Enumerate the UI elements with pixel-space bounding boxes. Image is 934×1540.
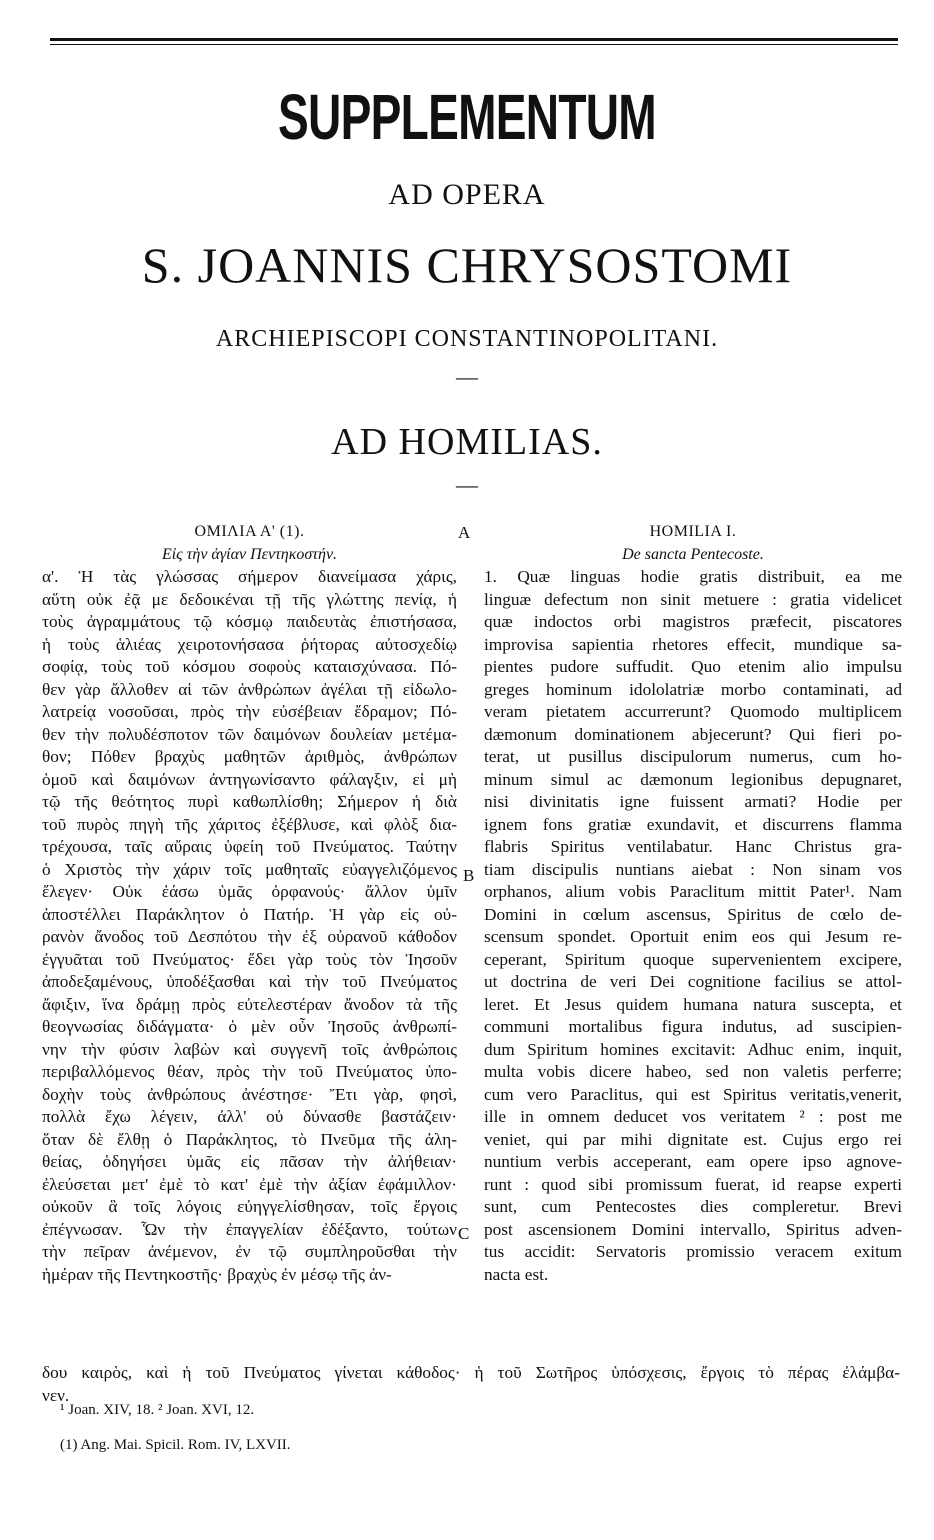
latin-line: scensum spondet. Oportuit enim eos qui Jesum re-	[484, 927, 902, 946]
latin-line: orphanos, alium vobis Paraclitum mittit Pater¹. Nam	[484, 882, 902, 901]
latin-line: linguæ defectum non sinit metuere : gratia videlicet	[484, 589, 902, 609]
header-supplementum: SUPPLEMENTUM	[278, 81, 656, 153]
greek-homily-subtitle: Εἰς τὴν ἁγίαν Πεντηκοστήν.	[161, 545, 338, 563]
greek-line: ἐλεύσεται μετ' ἐμὲ τὸ κατ' ἐμὲ τὴν ἀξίαν ἐφάμιλλον·	[42, 1174, 457, 1194]
footnote-source: (1) Ang. Mai. Spicil. Rom. IV, LXVII.	[60, 1437, 291, 1453]
latin-line: cum vero Paraclitus, qui est Spiritus veritatis,venerit,	[484, 1084, 902, 1104]
latin-line: greges hominum idololatriæ morbo contaminati, ad	[484, 679, 902, 699]
footnote-references: ¹ Joan. XIV, 18. ² Joan. XVI, 12.	[60, 1402, 255, 1418]
latin-line: communi mortalibus figura indutus, ad suscipien-	[484, 1017, 902, 1036]
greek-line: τοῦ πυρὸς πηγὴ τῆς χάριτος ἐξέβλυσε, καὶ φλὸξ δια-	[42, 814, 457, 834]
greek-line: ἔλεγεν· Οὐκ ἐάσω ὑμᾶς ὀρφανούς· ἄλλον ὑμῖν	[42, 882, 457, 901]
greek-line: πολλὰ ἔχω λέγειν, ἀλλ' οὐ δύνασθε βαστάζειν·	[42, 1107, 457, 1126]
latin-homily-subtitle: De sancta Pentecoste.	[622, 545, 764, 563]
greek-line: οὐκοῦν ἃ τοῖς λόγοις εὐηγγελίσθησαν, τοῖς ἔργοις	[42, 1197, 457, 1216]
latin-line: dum Spiritum homines excitavit: Adhuc enim, inquit,	[484, 1039, 902, 1059]
header-dash-1: —	[456, 364, 478, 389]
greek-line: τοὺς ἀγραμμάτους τῷ κόσμῳ παιδευτὰς ἐπιστήσασα,	[42, 612, 457, 631]
greek-text-lines	[42, 566, 457, 1286]
greek-line: δοχὴν τοὺς ἀνθρώπους ἀνέστησε· Ἔτι γὰρ, φησὶ,	[42, 1084, 457, 1104]
greek-line: ὅταν δὲ ἔλθῃ ὁ Παράκλητος, τὸ Πνεῦμα τῆς ἀλη-	[42, 1129, 457, 1149]
section-title: AD HOMILIAS.	[331, 421, 603, 463]
latin-line: tus accidit: Servatoris promissio veracem exitum	[484, 1242, 902, 1261]
greek-line: ἐγγυᾶται τοῦ Πνεύματος· ἔδει γὰρ τοὺς τὸν Ἰησοῦν	[42, 949, 457, 969]
greek-line: ὁμοῦ καὶ δαιμόνων ἀντηγωνίσαντο φάλαγξιν, εἰ μὴ	[42, 769, 457, 789]
latin-line: post ascensionem Domini intervallo, Spiritus adven-	[484, 1219, 902, 1239]
greek-line: ἀποστέλλει Παράκλητον ὁ Πατήρ. Ἡ γὰρ εἰς οὐ-	[42, 904, 457, 924]
greek-line: τὴν πεῖραν ἀνέμενον, ἐν τῷ συμπληροῦσθαι τὴν	[42, 1242, 457, 1261]
greek-line: νην τὴν φύσιν λαβὼν καὶ συγγενῆ τοῖς ἀνθρώποις	[42, 1039, 457, 1059]
latin-line: improvisa sapientia rhetores effecit, mundique sa-	[484, 634, 902, 654]
margin-marker-c: C	[458, 1224, 470, 1243]
latin-line: minum simul ac dæmonum legionibus depugnaret,	[484, 769, 902, 789]
margin-marker-b: B	[463, 866, 475, 885]
greek-line: ρανὸν ἄνοδος τοῦ Δεσπότου τὴν ἐξ οὐρανοῦ κάθοδον	[42, 927, 457, 946]
latin-line: multa vobis dicere habeo, sed non valetis perferre;	[484, 1062, 902, 1081]
greek-line: λατρείᾳ νοσοῦσαι, πρὸς τὴν εὐσέβειαν ἔδραμον; Πό-	[42, 702, 457, 721]
latin-line: veniet, qui par mihi dignitate est. Cujus ergo rei	[484, 1129, 902, 1149]
greek-line: σοφίᾳ, τοὺς τοῦ κόσμου σοφοὺς καταισχύνασα. Πό-	[42, 657, 457, 676]
greek-column	[42, 521, 457, 1286]
latin-line: Domini in cœlum ascensus, Spiritus de cœlo de-	[484, 904, 902, 924]
latin-line: pientes pudore suffudit. Quo etenim alio impulsu	[484, 657, 902, 676]
greek-line: θείας, ὁδηγήσει ὑμᾶς εἰς πᾶσαν τὴν ἀλήθειαν·	[42, 1152, 457, 1171]
greek-line: περιβαλλόμενος θέαν, πρὸς τὴν τοῦ Πνεύματος ὑπο-	[42, 1062, 457, 1081]
latin-line: runt : quod sibi promissum fuerat, id reapse experti	[484, 1174, 902, 1194]
top-rule-thin	[50, 44, 898, 45]
latin-line: leret. Et Jesus quidem humana natura suscepta, et	[484, 994, 902, 1014]
latin-line: nacta est.	[484, 1264, 549, 1284]
header-dash-2: —	[456, 472, 478, 497]
latin-line: flabris Spiritus ventilabatur. Hanc Christus gra-	[484, 837, 902, 856]
latin-line: dæmonum dominationem abjecerunt? Qui fieri po-	[484, 724, 902, 744]
greek-line: ἡμέραν τῆς Πεντηκοστῆς· βραχὺς ἐν μέσῳ τῆς ἀν-	[42, 1264, 392, 1284]
margin-marker-a: A	[458, 523, 471, 542]
latin-line: 1. Quæ linguas hodie gratis distribuit, ea me	[484, 567, 902, 586]
latin-line: ut doctrina de veri Dei cognitione facilius se attol-	[484, 972, 902, 991]
greek-line: ἐπέγνωσαν. Ὧν τὴν ἐπαγγελίαν ἐδέξαντο, τούτων	[42, 1219, 457, 1239]
greek-line: ἡ τοὺς ἁλιέας χειροτονήσασα ῥήτορας αὐτοσχεδίῳ	[42, 634, 457, 654]
latin-line: veram pietatem accurrerunt? Quomodo multiplicem	[484, 702, 902, 721]
latin-line: ignem fons gratiæ exundavit, et discurrens flamma	[484, 814, 902, 834]
greek-line: θον; Πόθεν βραχὺς μαθητῶν ἀριθμὸς, ἀνθρώπων	[42, 747, 457, 766]
greek-line: θεν γὰρ ἄλλοθεν αἱ τῶν ἀνθρώπων ἀγέλαι τῇ εἰδωλο-	[42, 679, 457, 699]
top-rule	[50, 38, 898, 41]
latin-homily-title: HOMILIA I.	[649, 523, 737, 540]
greek-line: ἀποδεξαμένους, ὑποδέξασθαι καὶ τὴν τοῦ Πνεύματος	[42, 972, 457, 991]
header-ad-opera: AD OPERA	[388, 178, 546, 211]
greek-line: ὁ Χριστὸς τὴν χάριν τοῖς μαθηταῖς εὐαγγελιζόμενος	[42, 859, 457, 879]
greek-homily-title: ΟΜΙΛΙΑ Α' (1).	[194, 523, 305, 540]
greek-line: α'. Ἡ τὰς γλώσσας σήμερον διανείμασα χάρις,	[42, 567, 457, 586]
latin-column	[484, 521, 902, 1286]
greek-continuation	[42, 1362, 900, 1407]
greek-line: θεογνωσίας διδάγματα· ὁ μὲν οὖν Ἰησοῦς ἀνθρωπί-	[42, 1017, 457, 1036]
latin-text-lines	[484, 566, 902, 1286]
latin-line: nisi divinitatis igne fuissent armati? Hodie per	[484, 792, 902, 811]
latin-line: ille in omnem deducet vos veritatem ² : post me	[484, 1107, 902, 1126]
greek-line: τρέχουσα, ταῖς αὔραις ὑφείη τοῦ Πνεύματος. Ταύτην	[42, 837, 457, 856]
latin-line: sunt, cum Pentecostes dies compleretur. Brevi	[484, 1197, 902, 1216]
header-office: ARCHIEPISCOPI CONSTANTINOPOLITANI.	[215, 326, 719, 352]
greek-line: τῷ τῆς θεότητος πυρὶ καθωπλίσθη; Σήμερον ἡ διὰ	[42, 792, 457, 811]
latin-line: ceperant, Spiritum quoque supervenientem excipere,	[484, 949, 902, 969]
continuation-line-1: δου καιρὸς, καὶ ἡ τοῦ Πνεύματος γίνεται κάθοδος· ἡ τοῦ Σωτῆρος ὑπόσχεσις, ἔργοις τὸ πέρας ἐλάμβα-	[42, 1363, 900, 1382]
greek-line: αὕτη οὐκ ἐᾷ με δεδοικέναι τῇ τῆς γλώττης πενίᾳ, ἡ	[42, 589, 457, 609]
latin-line: nuntium verbis acceperant, eam opere ipso agnove-	[484, 1152, 902, 1171]
greek-line: θεν τὴν πολυδέσποτον τῶν δαιμόνων δουλείαν μετέμα-	[42, 724, 457, 744]
greek-line: ἄφιξιν, ἵνα δράμῃ πρὸς εὐτελεστέραν ἄνοδον τὰ τῆς	[42, 994, 457, 1014]
continuation-line-2: νεν.	[42, 1385, 70, 1405]
header-author: S. JOANNIS CHRYSOSTOMI	[141, 237, 793, 293]
latin-line: tiam discipulis nuntians aiebat : Non sinam vos	[484, 859, 902, 879]
latin-line: terat, ut pusillus discipulorum numerus, cum ho-	[484, 747, 902, 766]
latin-line: quæ indoctos orbi magistros præfecit, piscatores	[484, 612, 902, 631]
